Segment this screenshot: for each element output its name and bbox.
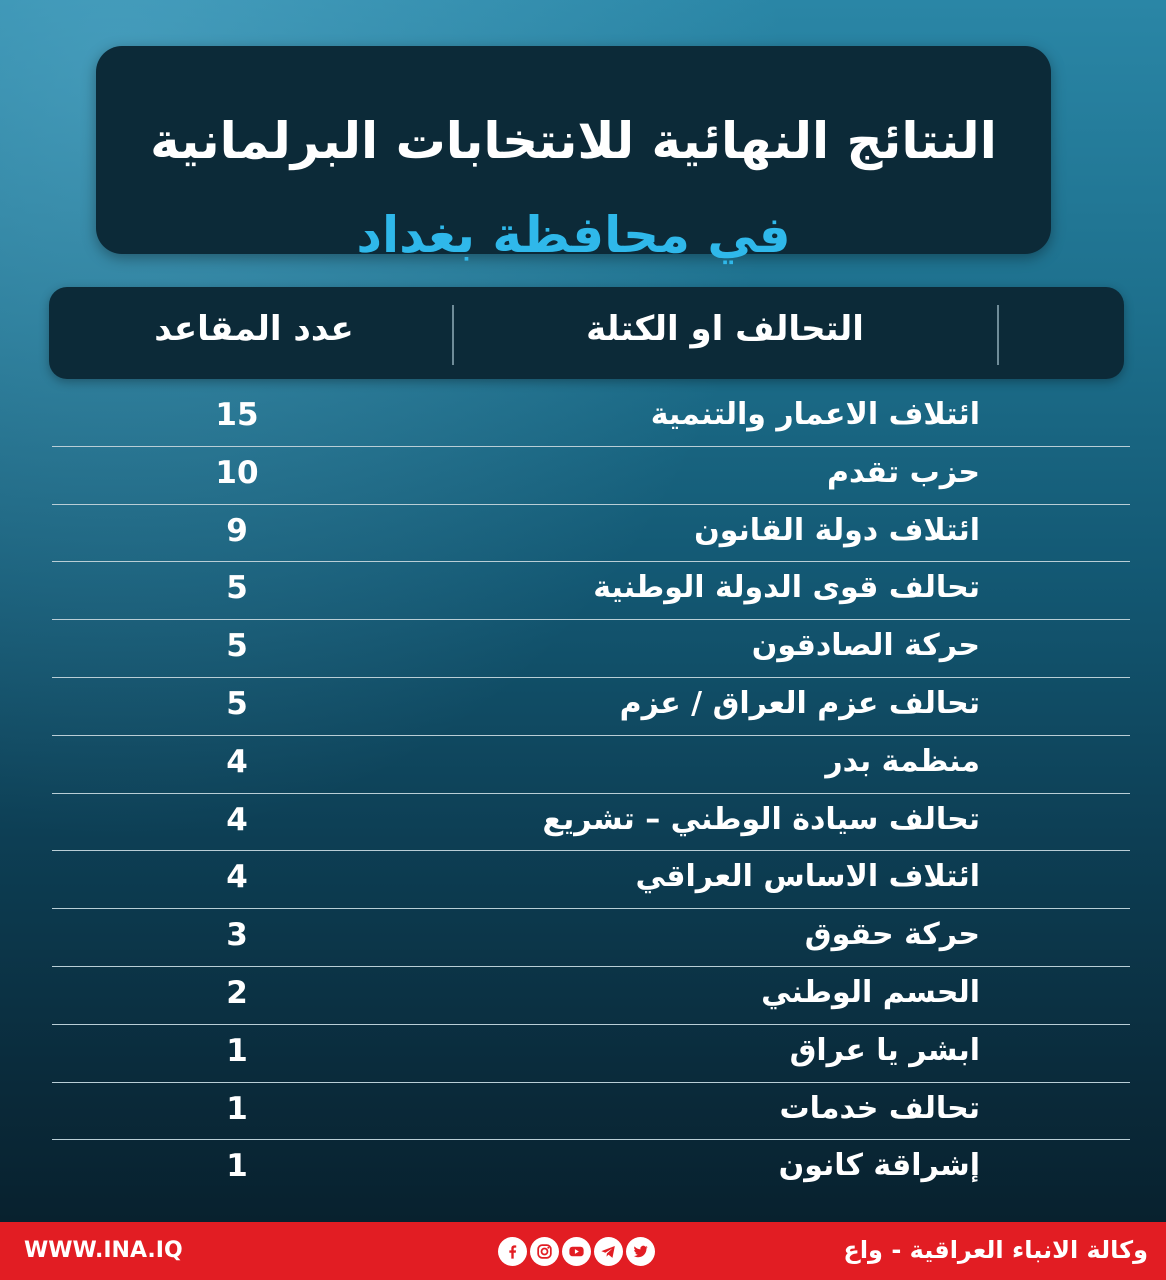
party-name: ائتلاف الاعمار والتنمية: [650, 397, 980, 432]
party-name: تحالف سيادة الوطني – تشريع: [542, 801, 980, 837]
party-name: ائتلاف دولة القانون: [694, 512, 980, 548]
facebook-icon[interactable]: [498, 1237, 527, 1266]
seat-count: 1: [226, 1090, 248, 1127]
table-row: [52, 562, 1130, 620]
seat-count: 5: [226, 570, 248, 607]
header-party: التحالف او الكتلة: [586, 309, 864, 349]
table-row: [52, 736, 1130, 794]
party-name: الحسم الوطني: [761, 974, 980, 1010]
youtube-icon[interactable]: [562, 1237, 591, 1266]
instagram-icon[interactable]: [530, 1237, 559, 1266]
footer-bar: [0, 1222, 1166, 1280]
party-name: إشراقة كانون: [778, 1148, 980, 1184]
seat-count: 1: [226, 1148, 248, 1185]
table-row: [52, 1083, 1130, 1141]
agency-name: وكالة الانباء العراقية - واع: [843, 1236, 1148, 1264]
table-row: [52, 1140, 1130, 1197]
seat-count: 2: [226, 974, 248, 1011]
seat-count: 5: [226, 628, 248, 665]
header-divider: [997, 305, 999, 365]
table-row: [52, 851, 1130, 909]
page-subtitle: في محافظة بغداد: [356, 206, 791, 264]
party-name: ابشر يا عراق: [789, 1032, 980, 1068]
table-row: [52, 1025, 1130, 1083]
party-name: حركة حقوق: [804, 917, 980, 953]
seat-count: 4: [226, 743, 248, 780]
table-row: [52, 389, 1130, 447]
seat-count: 10: [215, 454, 259, 491]
twitter-icon[interactable]: [626, 1237, 655, 1266]
social-links: [498, 1237, 655, 1266]
party-name: تحالف قوى الدولة الوطنية: [593, 570, 980, 606]
party-name: ائتلاف الاساس العراقي: [635, 859, 980, 895]
table-row: [52, 505, 1130, 563]
seat-count: 4: [226, 859, 248, 896]
table-row: [52, 967, 1130, 1025]
header-seats: عدد المقاعد: [154, 309, 354, 349]
party-name: حزب تقدم: [826, 454, 980, 490]
seat-count: 1: [226, 1032, 248, 1069]
party-name: حركة الصادقون: [751, 628, 980, 664]
table-row: [52, 909, 1130, 967]
seat-count: 4: [226, 801, 248, 838]
title-panel: [96, 46, 1051, 264]
party-name: منظمة بدر: [825, 743, 980, 779]
table-row: [52, 620, 1130, 678]
party-name: تحالف عزم العراق / عزم: [619, 685, 980, 721]
table-row: [52, 447, 1130, 505]
page-title: النتائج النهائية للانتخابات البرلمانية: [150, 112, 997, 170]
seat-count: 5: [226, 685, 248, 722]
website-link[interactable]: WWW.INA.IQ: [24, 1238, 183, 1263]
seat-count: 3: [226, 917, 248, 954]
table-header: [49, 287, 1124, 379]
results-table: [52, 389, 1130, 1197]
seat-count: 15: [215, 397, 259, 433]
party-name: تحالف خدمات: [779, 1090, 980, 1126]
header-divider: [452, 305, 454, 365]
telegram-icon[interactable]: [594, 1237, 623, 1266]
seat-count: 9: [226, 512, 248, 549]
table-row: [52, 794, 1130, 852]
table-row: [52, 678, 1130, 736]
